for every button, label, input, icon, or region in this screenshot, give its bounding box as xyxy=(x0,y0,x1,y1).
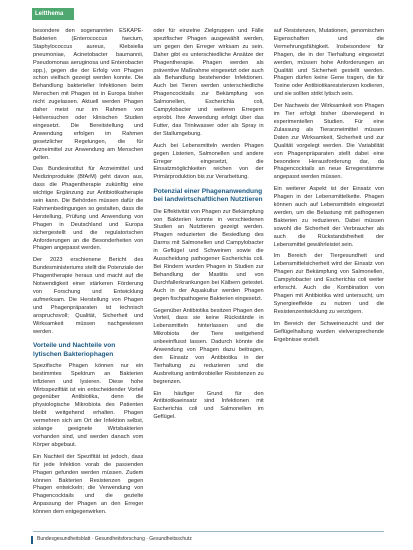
paragraph: Ein häufiger Grund für den Antibiotikaeinsatz sind Infektionen mit Escherichia coli und Salmonellen im Geflügel. xyxy=(153,390,264,421)
paragraph: Im Bereich der Tiergesundheit und Lebensmittelsicherheit wird der Einsatz von Phagen zur Bekämpfung von Salmonellen, Campylobacter und Escherichia coli weiter erforscht. Auch die Kombination von Phagen mit Antibiotika wird untersucht, um Synergieeffekte zu nutzen und die Resistenzentwicklung zu verzögern. xyxy=(273,253,384,315)
paragraph: Der Nachweis der Wirksamkeit von Phagen im Tier erfolgt bisher überwiegend in experimentellen Studien. Für eine Zulassung als Tierarzneimittel müssen Daten zur Wirksamkeit, Sicherheit und zur Qualität vorgelegt werden. Die Variabilität von Phagenpräparaten stellt dabei eine besondere Herausforderung dar, da Phagencocktails an neue Erregerstämme angepasst werden müssen. xyxy=(273,103,384,181)
paragraph: Gegenüber Antibiotika besitzen Phagen den Vorteil, dass sie keine Rückstände in Lebensmitteln hinterlassen und die Mikrobiota der Tiere weitgehend unbeeinflusst lassen. Dadurch könnte die Anwendung von Phagen dazu beitragen, den Einsatz von Antibiotika in der Tierhaltung zu reduzieren und die Ausbreitung antimikrobieller Resistenzen zu begrenzen. xyxy=(153,307,264,385)
section-heading: Potenzial einer Phagenanwendung bei landwirtschaftlichen Nutztieren xyxy=(153,188,263,204)
column-3 xyxy=(274,28,384,523)
paragraph: oder für einzelne Zielgruppen und Fälle spezifischer Phagen ausgewählt werden, um gegen den Erreger wirksam zu sein. Daher gibt es unterschiedliche Ansätze der Phagentherapie. Phagen werden als präventive Maßnahme eingesetzt oder auch als Behandlung bestehender Infektionen. Auch bei Tieren werden unterschiedliche Phagencocktails zur Bekämpfung von Salmonellen, Escherichia coli, Campylobacter und weiteren Erregern erprobt. Ihre Anwendung erfolgt über das Futter, das Trinkwasser oder als Spray in der Stallumgebung. xyxy=(153,28,264,137)
article-body xyxy=(33,28,384,523)
footer-accent-bar xyxy=(31,536,33,544)
column-1 xyxy=(33,28,143,523)
column-2 xyxy=(153,28,263,523)
paragraph: Der 2023 erschienene Bericht des Bundesministeriums stellt die Potenziale der Phagentherapie heraus und macht auf die Notwendigkeit einer stärkeren Förderung von Forschung und Entwicklung aufmerksam. Die Herstellung von Phagen und Phagenpräparaten ist technisch anspruchsvoll; Qualität, Sicherheit und Wirksamkeit müssen nachgewiesen werden. xyxy=(33,257,144,335)
paragraph: Ein Nachteil der Spezifität ist jedoch, dass für jede Infektion vorab die passenden Phagen gefunden werden müssen. Zudem können Bakterien Resistenzen gegen Phagen entwickeln; die Verwendung von Phagencocktails und die gezielte Anpassung der Phagen an den Erreger können dem entgegenwirken. xyxy=(33,453,144,516)
paragraph: Auch bei Lebensmitteln werden Phagen gegen Listerien, Salmonellen und andere Erreger eingesetzt, die Einsatzmöglichkeiten reichen von der Primärproduktion bis zur Verarbeitung. xyxy=(153,142,264,181)
paragraph: Im Bereich der Schweinezucht und der Geflügelhaltung wurden vielversprechende Ergebnisse erzielt. xyxy=(273,320,384,343)
paragraph: besondere den sogenannten ESKAPE-Bakterien (Enterococcus faecium, Staphylococcus aureus, Klebsiella pneumoniae, Acinetobacter baumannii, Pseudomonas aeruginosa und Enterobacter spp.), gegen die der Erfolg von Phagen schon vielfach gezeigt werden konnte. Die Behandlung bakterieller Infektionen beim Menschen mit Phagen ist in Europa bisher nicht zugelassen. Aktuell werden Phagen daher meist nur im Rahmen von Heilversuchen oder klinischen Studien eingesetzt. Die Bereitstellung und Anwendung erfolgen im Rahmen gesetzlicher Regelungen, die für Arzneimittel zur Anwendung am Menschen gelten. xyxy=(33,28,144,161)
paragraph: Spezifische Phagen können nur ein bestimmtes Spektrum an Bakterien infizieren und lysieren. Diese hohe Wirtsspezifität ist ein entscheidender Vorteil gegenüber Antibiotika, denn die physiologische Mikrobiota des Patienten bleibt weitgehend erhalten. Phagen vermehren sich am Ort der Infektion selbst, solange geeignete Wirtsbakterien vorhanden sind, und werden danach vom Körper abgebaut. xyxy=(33,362,144,448)
paragraph: Ein weiterer Aspekt ist der Einsatz von Phagen in der Lebensmittelkette. Phagen können auch auf Lebensmitteln eingesetzt werden, um die Belastung mit pathogenen Bakterien zu reduzieren. Dabei müssen sowohl die Sicherheit der Verbraucher als auch die Rückstandsfreiheit der Lebensmittel gewährleistet sein. xyxy=(273,186,384,248)
paragraph: Das Bundesinstitut für Arzneimittel und Medizinprodukte (BfArM) geht davon aus, dass die Phagentherapie zukünftig eine wichtige Ergänzung zur Antibiotikatherapie sein kann. Die Behörden müssen dafür die Rahmenbedingungen so gestalten, dass die Herstellung, Prüfung und Anwendung von Phagen in Deutschland und Europa sichergestellt und die regulatorischen Anforderungen an die Besonderheiten von Phagen angepasst werden. xyxy=(33,166,144,252)
paragraph: auf Resistenzen, Mutationen, genomischen Eigenschaften und die Vermehrungsfähigkeit. Insbesondere für Phagen, die in der Tierhaltung eingesetzt werden, müssen hohe Anforderungen an Qualität und Sicherheit gestellt werden. Phagen dürfen keine Gene tragen, die für Toxine oder Antibiotikaresistenzen kodieren, und sie sollten strikt lytisch sein. xyxy=(273,28,384,98)
section-heading: Vorteile und Nachteile von lytischen Bakteriophagen xyxy=(33,342,116,358)
section-label: Leitthema xyxy=(32,8,74,20)
paragraph: Die Effektivität von Phagen zur Bekämpfung von Bakterien konnte in verschiedenen Studien an Nutztieren gezeigt werden. Phagen reduzierten die Besiedlung des Darms mit Salmonellen und Campylobacter in Geflügel und Schweinen sowie die Ausscheidung pathogener Escherichia coli. Bei Rindern wurden Phagen in Studien zur Behandlung der Mastitis und von Durchfallerkrankungen bei Kälbern getestet. Auch in der Aquakultur werden Phagen gegen fischpathogene Bakterien eingesetzt. xyxy=(153,208,264,302)
journal-footer: Bundesgesundheitsblatt · Gesundheitsforschung · Gesundheitsschutz xyxy=(37,536,192,542)
footer-divider xyxy=(33,531,384,532)
